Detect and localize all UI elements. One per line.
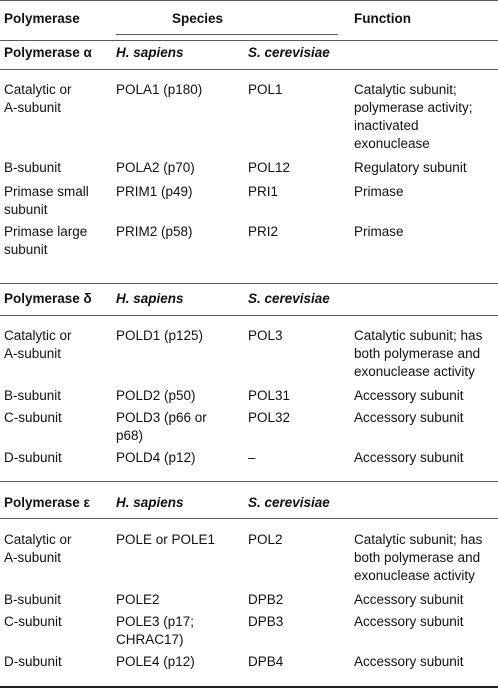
h-sapiens-cell: POLD3 (p66 or — [116, 410, 207, 425]
header-polymerase: Polymerase — [4, 11, 80, 26]
subunit-cell: B-subunit — [4, 160, 62, 175]
header-species: Species — [172, 11, 224, 26]
function-cell: both polymerase and — [354, 550, 481, 565]
function-cell: inactivated — [354, 118, 419, 133]
table-top-rule — [0, 0, 498, 1]
subunit-cell: Catalytic or — [4, 532, 72, 547]
section-header-rule — [0, 315, 498, 316]
function-cell: both polymerase and — [354, 346, 481, 361]
section-title: Polymerase δ — [4, 291, 92, 306]
subunit-cell: subunit — [4, 202, 48, 217]
section-end-rule — [0, 283, 498, 284]
section-col-s-cerevisiae: S. cerevisiae — [248, 291, 330, 306]
s-cerevisiae-cell: POL12 — [248, 160, 291, 175]
s-cerevisiae-cell: PRI2 — [248, 224, 279, 239]
section-end-rule — [0, 481, 498, 482]
function-cell: exonuclease activity — [354, 364, 475, 379]
section-header-rule — [0, 518, 498, 519]
function-cell: Catalytic subunit; has — [354, 532, 483, 547]
h-sapiens-cell: POLA1 (p180) — [116, 82, 203, 97]
section-col-h-sapiens: H. sapiens — [116, 495, 184, 510]
section-header-rule — [0, 69, 498, 70]
section-title: Polymerase α — [4, 45, 92, 60]
header-rule — [0, 40, 498, 41]
h-sapiens-cell: POLE or POLE1 — [116, 532, 216, 547]
s-cerevisiae-cell: POL1 — [248, 82, 283, 97]
section-title: Polymerase ε — [4, 495, 90, 510]
subunit-cell: B-subunit — [4, 592, 62, 607]
function-cell: Accessory subunit — [354, 654, 464, 669]
s-cerevisiae-cell: DPB3 — [248, 614, 284, 629]
s-cerevisiae-cell: POL3 — [248, 328, 283, 343]
function-cell: Accessory subunit — [354, 410, 464, 425]
species-underline — [116, 34, 338, 35]
function-cell: Catalytic subunit; has — [354, 328, 483, 343]
s-cerevisiae-cell: POL2 — [248, 532, 283, 547]
s-cerevisiae-cell: PRI1 — [248, 184, 279, 199]
h-sapiens-cell: POLE3 (p17; — [116, 614, 195, 629]
subunit-cell: Primase small — [4, 184, 89, 199]
subunit-cell: C-subunit — [4, 410, 62, 425]
function-cell: Accessory subunit — [354, 388, 464, 403]
function-cell: Accessory subunit — [354, 592, 464, 607]
function-cell: Catalytic subunit; — [354, 82, 457, 97]
function-cell: Regulatory subunit — [354, 160, 467, 175]
subunit-cell: D-subunit — [4, 654, 62, 669]
header-function: Function — [354, 11, 411, 26]
function-cell: Accessory subunit — [354, 614, 464, 629]
s-cerevisiae-cell: DPB2 — [248, 592, 284, 607]
subunit-cell: D-subunit — [4, 450, 62, 465]
section-col-s-cerevisiae: S. cerevisiae — [248, 495, 330, 510]
h-sapiens-cell: PRIM2 (p58) — [116, 224, 193, 239]
subunit-cell: Catalytic or — [4, 82, 72, 97]
function-cell: Accessory subunit — [354, 450, 464, 465]
s-cerevisiae-cell: POL31 — [248, 388, 291, 403]
h-sapiens-cell: POLD1 (p125) — [116, 328, 204, 343]
function-cell: exonuclease activity — [354, 568, 475, 583]
h-sapiens-cell: POLD2 (p50) — [116, 388, 196, 403]
subunit-cell: Catalytic or — [4, 328, 72, 343]
h-sapiens-cell: PRIM1 (p49) — [116, 184, 193, 199]
s-cerevisiae-cell: – — [248, 450, 256, 465]
subunit-cell: A-subunit — [4, 550, 62, 565]
section-col-h-sapiens: H. sapiens — [116, 45, 184, 60]
subunit-cell: subunit — [4, 242, 48, 257]
h-sapiens-cell: POLE4 (p12) — [116, 654, 195, 669]
s-cerevisiae-cell: POL32 — [248, 410, 291, 425]
function-cell: polymerase activity; — [354, 100, 473, 115]
subunit-cell: C-subunit — [4, 614, 62, 629]
function-cell: Primase — [354, 224, 404, 239]
s-cerevisiae-cell: DPB4 — [248, 654, 284, 669]
subunit-cell: A-subunit — [4, 346, 62, 361]
section-col-s-cerevisiae: S. cerevisiae — [248, 45, 330, 60]
subunit-cell: B-subunit — [4, 388, 62, 403]
h-sapiens-cell: CHRAC17) — [116, 632, 184, 647]
subunit-cell: A-subunit — [4, 100, 62, 115]
section-col-h-sapiens: H. sapiens — [116, 291, 184, 306]
subunit-cell: Primase large — [4, 224, 88, 239]
h-sapiens-cell: POLA2 (p70) — [116, 160, 195, 175]
h-sapiens-cell: POLD4 (p12) — [116, 450, 196, 465]
function-cell: Primase — [354, 184, 404, 199]
h-sapiens-cell: p68) — [116, 428, 144, 443]
function-cell: exonuclease — [354, 136, 430, 151]
h-sapiens-cell: POLE2 — [116, 592, 160, 607]
